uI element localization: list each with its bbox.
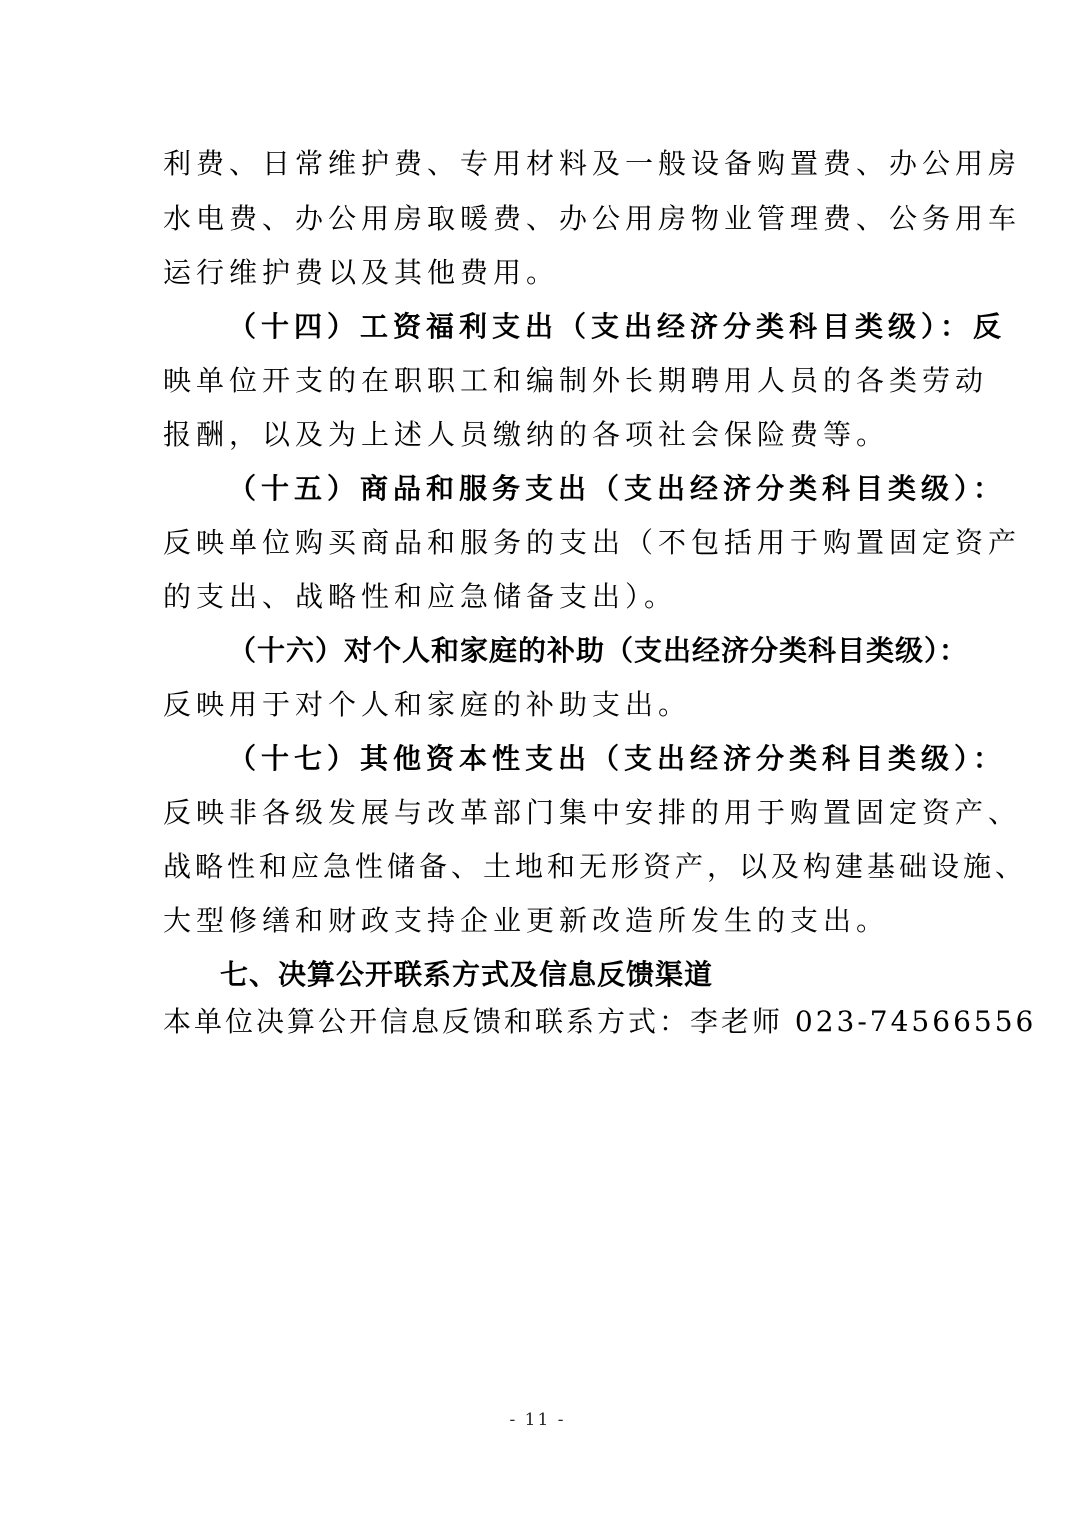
paragraph-line: 利费、日常维护费、专用材料及一般设备购置费、办公用房 bbox=[163, 147, 1022, 180]
paragraph-line: 反映用于对个人和家庭的补助支出。 bbox=[163, 688, 692, 721]
paragraph-line: 大型修缮和财政支持企业更新改造所发生的支出。 bbox=[163, 904, 890, 937]
item-17-title: （十七）其他资本性支出（支出经济分类科目类级）： bbox=[228, 742, 1007, 775]
paragraph-line: 报酬，以及为上述人员缴纳的各项社会保险费等。 bbox=[163, 418, 890, 451]
page-number: - 11 - bbox=[509, 1410, 566, 1430]
item-16-title: （十六）对个人和家庭的补助（支出经济分类科目类级）： bbox=[228, 634, 969, 667]
paragraph-line: 的支出、战略性和应急储备支出）。 bbox=[163, 580, 678, 613]
item-14-title: （十四）工资福利支出（支出经济分类科目类级）：反 bbox=[228, 310, 1007, 343]
paragraph-line: 战略性和应急性储备、土地和无形资产，以及构建基础设施、 bbox=[163, 850, 1028, 883]
item-15-title: （十五）商品和服务支出（支出经济分类科目类级）： bbox=[228, 472, 1007, 505]
paragraph-line: 映单位开支的在职职工和编制外长期聘用人员的各类劳动 bbox=[163, 364, 989, 397]
paragraph-line: 反映单位购买商品和服务的支出（不包括用于购置固定资产 bbox=[163, 526, 1022, 559]
paragraph-line: 运行维护费以及其他费用。 bbox=[163, 256, 560, 289]
paragraph-line: 反映非各级发展与改革部门集中安排的用于购置固定资产、 bbox=[163, 796, 1022, 829]
contact-line: 本单位决算公开信息反馈和联系方式：李老师 023-74566556 bbox=[163, 1005, 1037, 1038]
paragraph-line: 水电费、办公用房取暖费、办公用房物业管理费、公务用车 bbox=[163, 202, 1022, 235]
section-7-heading: 七、决算公开联系方式及信息反馈渠道 bbox=[220, 958, 714, 991]
